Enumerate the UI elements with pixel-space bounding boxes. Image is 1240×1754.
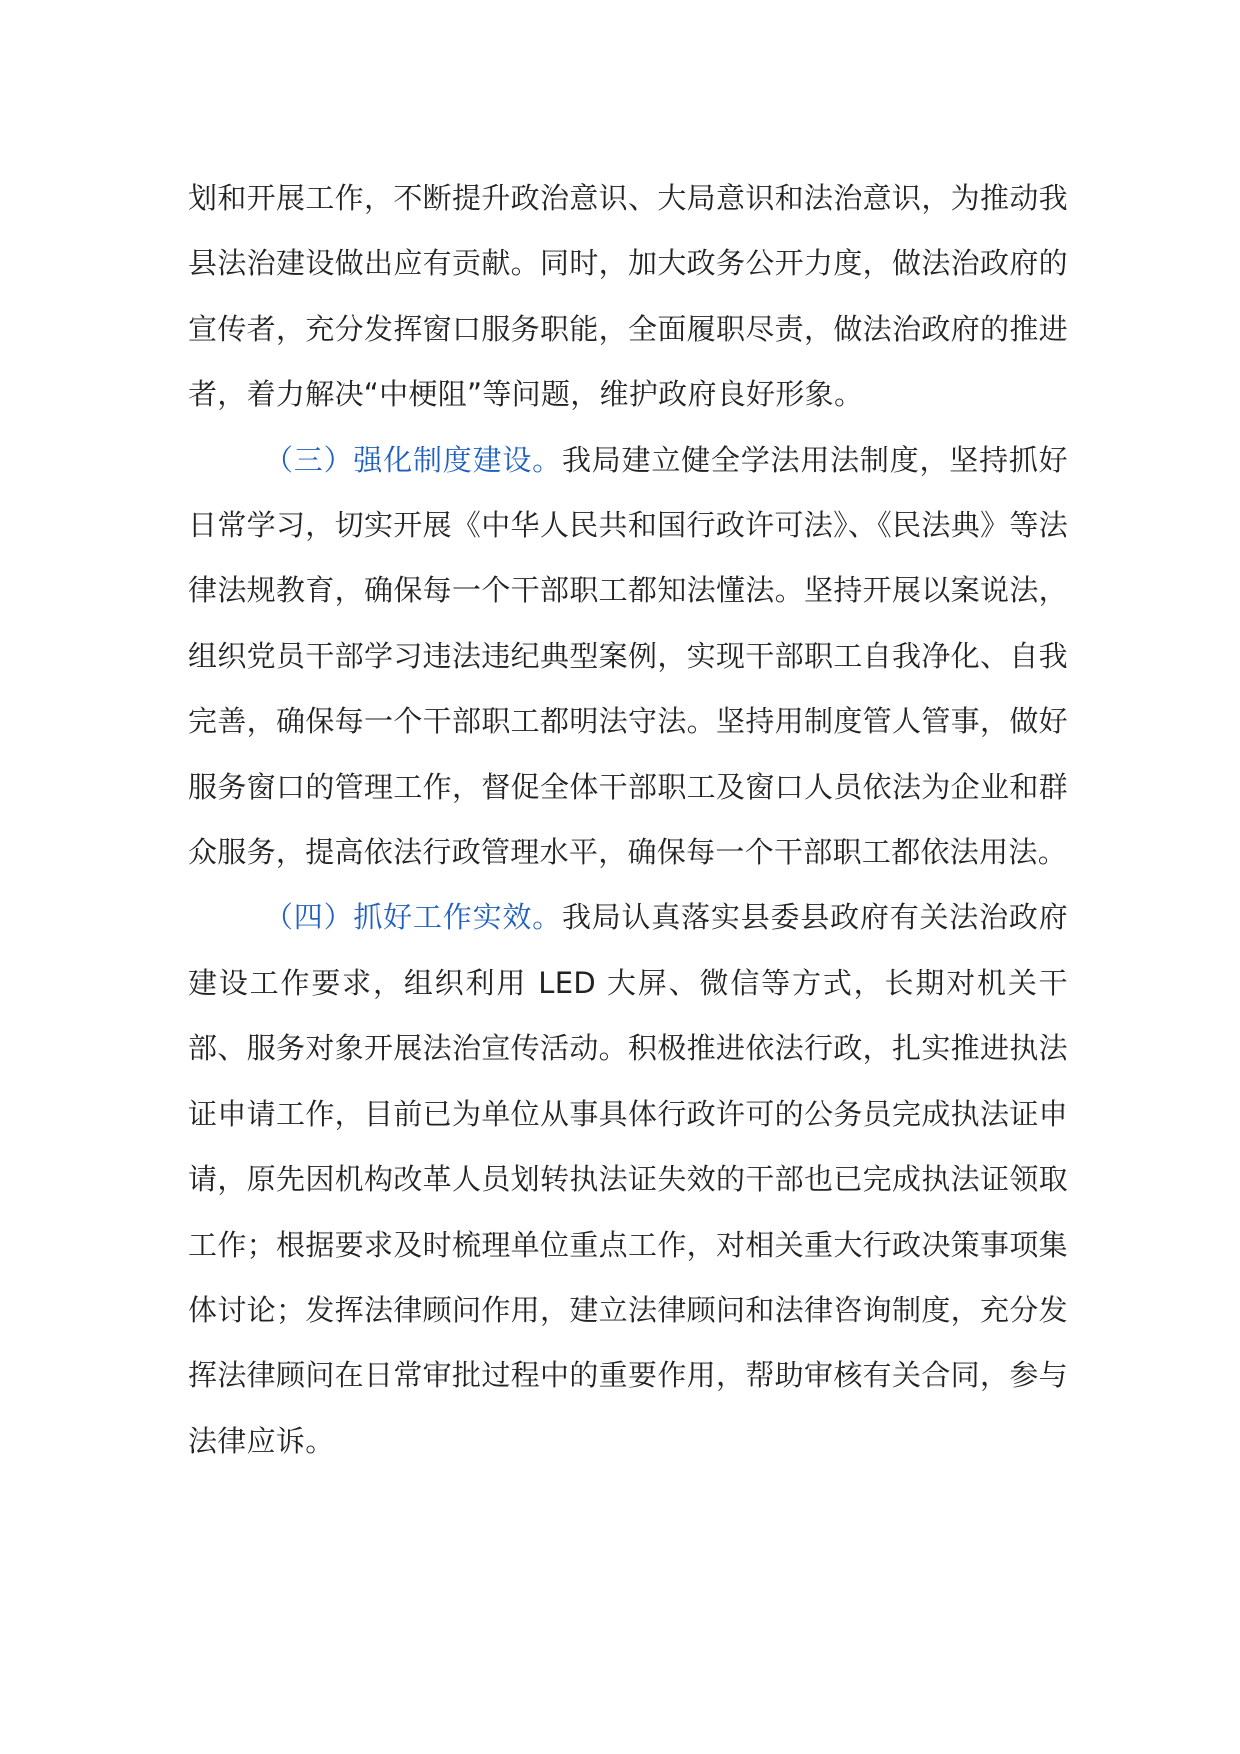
paragraph-text: 我局建立健全学法用法制度，坚持抓好日常学习，切实开展《中华人民共和国行政许可法》、《民法典》等法律法规教育，确保每一个干部职工都知法懂法。坚持开展以案说法，组织党员干部学习违法违纪典型案例，实现干部职工自我净化、自我完善，确保每一个干部职工都明法守法。坚持用制度管人管事，做好服务窗口的管理工作，督促全体干部职工及窗口人员依法为企业和群众服务，提高依法行政管理水平，确保每一个干部职工都依法用法。 bbox=[188, 442, 1068, 870]
section-heading-4: （四）抓好工作实效。 bbox=[264, 900, 562, 935]
paragraph-continuation bbox=[188, 166, 1068, 428]
paragraph-text: 我局认真落实县委县政府有关法治政府建设工作要求，组织利用 LED 大屏、微信等方式，长期对机关干部、服务对象开展法治宣传活动。积极推进依法行政，扎实推进执法证申请工作，目前已为单位从事具体行政许可的公务员完成执法证申请，原先因机构改革人员划转执法证失效的干部也已完成执法证领取工作；根据要求及时梳理单位重点工作，对相关重大行政决策事项集体讨论；发挥法律顾问作用，建立法律顾问和法律咨询制度，充分发挥法律顾问在日常审批过程中的重要作用，帮助审核有关合同，参与法律应诉。 bbox=[188, 900, 1068, 1458]
section-heading-3: （三）强化制度建设。 bbox=[264, 442, 562, 477]
paragraph-section-4 bbox=[188, 885, 1068, 1474]
paragraph-section-3 bbox=[188, 428, 1068, 886]
paragraph-text: 划和开展工作，不断提升政治意识、大局意识和法治意识，为推动我县法治建设做出应有贡献。同时，加大政务公开力度，做法治政府的宣传者，充分发挥窗口服务职能，全面履职尽责，做法治政府的推进者，着力解决“中梗阻”等问题，维护政府良好形象。 bbox=[188, 181, 1068, 412]
document-body bbox=[188, 166, 1068, 1474]
